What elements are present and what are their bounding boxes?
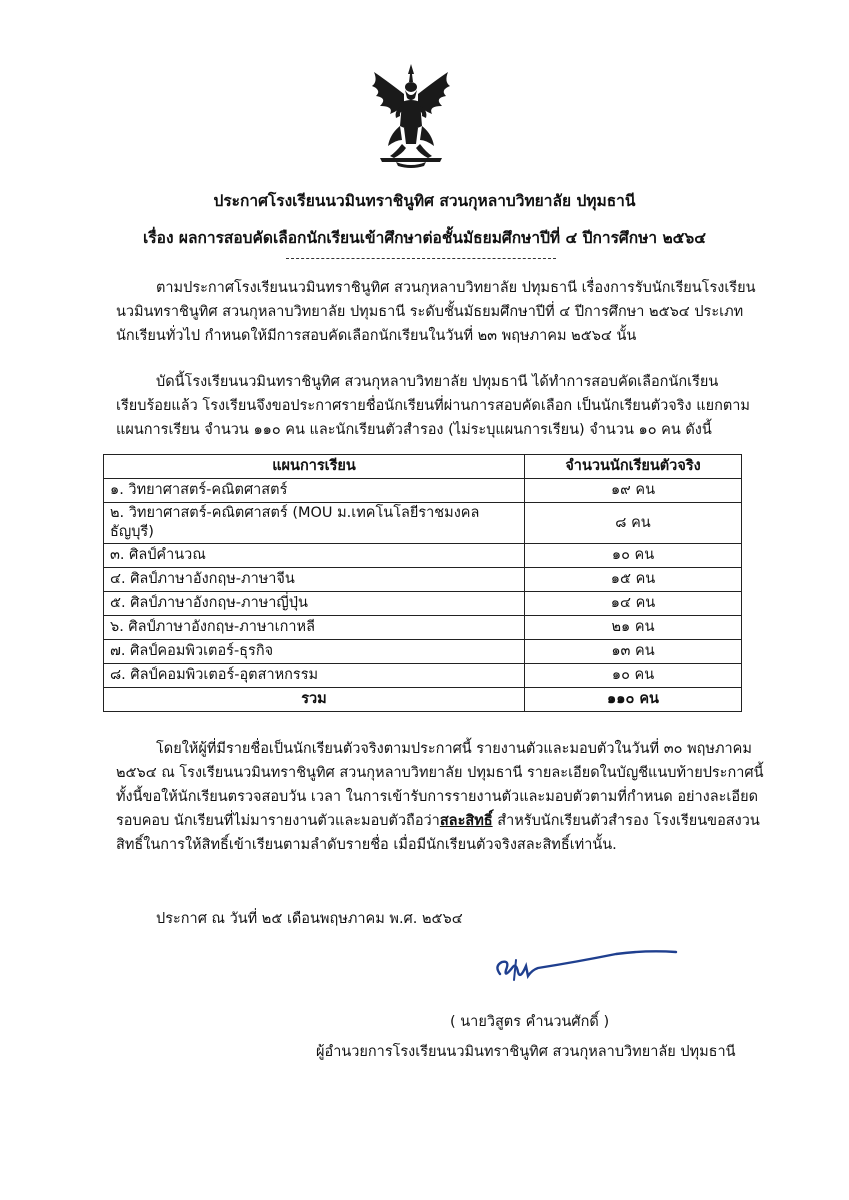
title-divider bbox=[286, 258, 556, 259]
count-cell: ๘ คน bbox=[525, 503, 742, 544]
result-line-2: เรียบร้อยแล้ว โรงเรียนจึงขอประกาศรายชื่อนักเรียนที่ผ่านการสอบคัดเลือก เป็นนักเรียนตัวจริง แยกตาม bbox=[116, 398, 750, 414]
total-count: ๑๑๐ คน bbox=[525, 688, 742, 712]
forfeit-emphasis: สละสิทธิ์ bbox=[439, 813, 493, 829]
column-header-count: จำนวนนักเรียนตัวจริง bbox=[525, 455, 742, 479]
table-total-row bbox=[104, 688, 742, 712]
table-row bbox=[104, 640, 742, 664]
signer-title: ผู้อำนวยการโรงเรียนนวมินทราชินูทิศ สวนกุหลาบวิทยาลัย ปทุมธานี bbox=[316, 1044, 736, 1060]
table-row bbox=[104, 568, 742, 592]
announcement-date-text: ประกาศ ณ วันที่ ๒๕ เดือนพฤษภาคม พ.ศ. ๒๕๖๔ bbox=[156, 911, 463, 927]
intro-line-1: ตามประกาศโรงเรียนนวมินทราชินูทิศ สวนกุหลาบวิทยาลัย ปทุมธานี เรื่องการรับนักเรียนโรงเรียน bbox=[156, 280, 756, 296]
instructions-line-4-start: รอบคอบ นักเรียนที่ไม่มารายงานตัวและมอบตัวถือว่า bbox=[116, 813, 440, 829]
table-row bbox=[104, 616, 742, 640]
table-row bbox=[104, 544, 742, 568]
result-line-1: บัดนี้โรงเรียนนวมินทราชินูทิศ สวนกุหลาบวิทยาลัย ปทุมธานี ได้ทำการสอบคัดเลือกนักเรียน bbox=[156, 374, 719, 390]
result-paragraph bbox=[116, 370, 750, 442]
total-label: รวม bbox=[104, 688, 525, 712]
column-header-plan: แผนการเรียน bbox=[104, 455, 525, 479]
intro-line-3: นักเรียนทั่วไป กำหนดให้มีการสอบคัดเลือกนักเรียนในวันที่ ๒๓ พฤษภาคม ๒๕๖๔ นั้น bbox=[116, 328, 637, 344]
count-cell: ๑๙ คน bbox=[525, 479, 742, 503]
table-row bbox=[104, 664, 742, 688]
plan-cell: ๖. ศิลป์ภาษาอังกฤษ-ภาษาเกาหลี bbox=[104, 616, 525, 640]
plan-cell: ๑. วิทยาศาสตร์-คณิตศาสตร์ bbox=[104, 479, 525, 503]
plan-cell: ๔. ศิลป์ภาษาอังกฤษ-ภาษาจีน bbox=[104, 568, 525, 592]
intro-paragraph bbox=[116, 276, 756, 348]
plan-cell: ๕. ศิลป์ภาษาอังกฤษ-ภาษาญี่ปุ่น bbox=[104, 592, 525, 616]
count-cell: ๒๑ คน bbox=[525, 616, 742, 640]
plan-cell: ๒. วิทยาศาสตร์-คณิตศาสตร์ (MOU ม.เทคโนโลยีราชมงคล ธัญบุรี) bbox=[104, 503, 525, 544]
announcement-subject: เรื่อง ผลการสอบคัดเลือกนักเรียนเข้าศึกษาต่อชั้นมัธยมศึกษาปีที่ ๔ ปีการศึกษา ๒๕๖๔ bbox=[143, 229, 706, 247]
garuda-emblem-icon bbox=[366, 60, 456, 170]
count-cell: ๑๓ คน bbox=[525, 640, 742, 664]
instructions-line-2: ๒๕๖๔ ณ โรงเรียนนวมินทราชินูทิศ สวนกุหลาบวิทยาลัย ปทุมธานี รายละเอียดในบัญชีแนบท้ายประกาศนี้ bbox=[116, 765, 764, 781]
instructions-paragraph bbox=[116, 737, 764, 857]
intro-line-2: นวมินทราชินูทิศ สวนกุหลาบวิทยาลัย ปทุมธานี ระดับชั้นมัธยมศึกษาปีที่ ๔ ปีการศึกษา ๒๕๖๔ ประเภท bbox=[116, 304, 744, 320]
announcement-title: ประกาศโรงเรียนนวมินทราชินูทิศ สวนกุหลาบวิทยาลัย ปทุมธานี bbox=[213, 192, 636, 210]
instructions-line-4 bbox=[116, 809, 760, 833]
table-row bbox=[104, 503, 742, 544]
count-cell: ๑๐ คน bbox=[525, 664, 742, 688]
instructions-line-5: สิทธิ์ในการให้สิทธิ์เข้าเรียนตามลำดับรายชื่อ เมื่อมีนักเรียนตัวจริงสละสิทธิ์เท่านั้น. bbox=[116, 837, 617, 853]
instructions-line-4-end: สำหรับนักเรียนตัวสำรอง โรงเรียนขอสงวน bbox=[492, 813, 760, 829]
study-plan-table bbox=[103, 454, 742, 712]
instructions-line-3: ทั้งนี้ขอให้นักเรียนตรวจสอบวัน เวลา ในการเข้ารับการรายงานตัวและมอบตัวตามที่กำหนด อย่างละเอียด bbox=[116, 789, 759, 805]
table-row bbox=[104, 592, 742, 616]
count-cell: ๑๐ คน bbox=[525, 544, 742, 568]
signer-name: ( นายวิสูตร คำนวนศักดิ์ ) bbox=[450, 1014, 610, 1030]
table-header-row bbox=[104, 455, 742, 479]
result-line-3: แผนการเรียน จำนวน ๑๑๐ คน และนักเรียนตัวสำรอง (ไม่ระบุแผนการเรียน) จำนวน ๑๐ คน ดังนี้ bbox=[116, 422, 712, 438]
handwritten-signature bbox=[486, 940, 686, 990]
table-row bbox=[104, 479, 742, 503]
announcement-date bbox=[116, 907, 736, 931]
plan-cell: ๗. ศิลป์คอมพิวเตอร์-ธุรกิจ bbox=[104, 640, 525, 664]
plan-cell: ๘. ศิลป์คอมพิวเตอร์-อุตสาหกรรม bbox=[104, 664, 525, 688]
plan-cell: ๓. ศิลป์คำนวณ bbox=[104, 544, 525, 568]
count-cell: ๑๔ คน bbox=[525, 592, 742, 616]
instructions-line-1: โดยให้ผู้ที่มีรายชื่อเป็นนักเรียนตัวจริงตามประกาศนี้ รายงานตัวและมอบตัวในวันที่ ๓๐ พฤษภาคม bbox=[156, 741, 752, 757]
count-cell: ๑๕ คน bbox=[525, 568, 742, 592]
